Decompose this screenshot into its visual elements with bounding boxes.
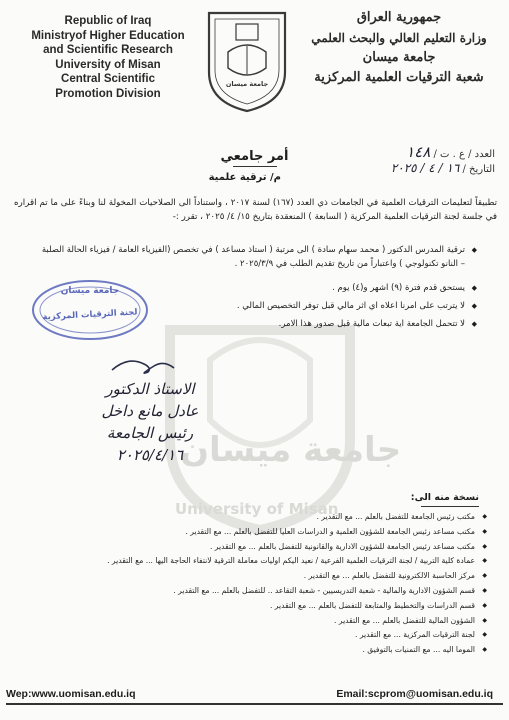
footer-website: Wep:www.uomisan.edu.iq	[6, 688, 136, 700]
copy-recipient: ◆ مكتب رئيس الجامعة للتفضل بالعلم ... مع التقدير .	[57, 510, 487, 525]
title-underline	[233, 166, 277, 167]
copy-recipient: ◆ مكتب مساعد رئيس الجامعة للشؤون العلمية و الدراسات العليا للتفضل بالعلم ... مع التقدير .	[57, 525, 487, 540]
signature-title: الاستاذ الدكتور	[105, 380, 195, 398]
signature-block	[80, 378, 220, 466]
watermark-english: University of Misan	[175, 500, 339, 518]
copy-recipient: ◆ مكتب مساعد رئيس الجامعة للشؤون الادارية والقانونية للتفضل بالعلم ... مع التقدير .	[57, 540, 487, 555]
header-arabic	[299, 8, 499, 88]
header-en-line: Republic of Iraq	[64, 15, 152, 27]
university-emblem	[206, 10, 288, 114]
decision-item: ◆ ترقية المدرس الدكتور ( محمد سهام سادة ) الى مرتبة ( استاذ مساعد ) في تخصص (الفيزياء العامة / فيزياء الحالة الصلبة – النانو تكنولوجي ) واعتباراً من تاريخ تقديم الطلب في ٢٠٢٥/٣/٩ .	[37, 243, 477, 271]
header-ar-line: جامعة ميسان	[362, 50, 436, 65]
signature-position: رئيس الجامعة	[106, 424, 194, 442]
copy-recipient: ◆ الشؤون المالية للتفضل بالعلم ... مع التقدير .	[57, 614, 487, 629]
date-handwritten: ١٦ / ٤ / ٢٠٢٥	[390, 161, 460, 175]
header-en-line: Central Scientific	[61, 73, 155, 85]
copy-recipient: ◆ قسم الشؤون الادارية والمالية - شعبة التدريسيين - شعبة التقاعد .. للتفضل بالعلم ... مع التقدير .	[57, 584, 487, 599]
header-en-line: University of Misan	[55, 58, 161, 71]
header-english	[8, 14, 208, 101]
signature-scribble	[108, 352, 178, 378]
header-en-line: Promotion Division	[55, 87, 161, 100]
watermark-arabic: جامعة ميسان	[180, 430, 402, 470]
signature-date: ٢٠٢٥/٤/١٦	[116, 446, 184, 464]
official-stamp	[30, 278, 150, 342]
copy-recipient: ◆ لجنة الترقيات المركزية ... مع التقدير .	[57, 628, 487, 643]
copy-recipient: ◆ الموما اليه ... مع التمنيات بالتوفيق .	[57, 643, 487, 658]
order-subject: م/ ترقية علمية	[208, 172, 281, 183]
copy-recipient: ◆ عمادة كلية التربية / لجنة الترقيات العلمية الفرعية / نعيد اليكم اوليات معاملة الترقية لانتفاء الحاجة اليها ... مع التقدير .	[57, 554, 487, 569]
order-intro: تطبيقاً لتعليمات الترقيات العلمية في الجامعات ذي العدد (١٦٧) لسنة ٢٠١٧ ، واستناداً الى الصلاحيات المخولة لنا وبناءً على ما تم اقراره في جلسة لجنة الترقيات العلمية المركزية ( السابعة ) المنعقدة بتاريخ ١٥/ ٤/ ٢٠٢٥ ، تقرر :-	[14, 198, 497, 222]
header-ar-line: شعبة الترقيات العلمية المركزية	[314, 70, 484, 85]
header-en-line: and Scientific Research	[43, 44, 173, 56]
stamp-text-bottom: لجنة الترقيات المركزية	[42, 307, 138, 323]
emblem-shield-icon	[206, 10, 288, 114]
signature-name: عادل مانع داخل	[101, 402, 199, 420]
ref-label: العدد / ع . ت /	[433, 149, 495, 160]
order-title: أمر جامعي	[220, 149, 289, 164]
decision-item: ◆ لا يترتب على امرنا اعلاه اي اثر مالي قبل توفر التخصيص المالي .	[37, 299, 477, 313]
emblem-text: جامعة ميسان	[225, 80, 269, 88]
header-en-line: Ministryof Higher Education	[31, 29, 185, 42]
copy-recipient: ◆ مركز الحاسبة الالكترونية للتفضل بالعلم ... مع التقدير .	[57, 569, 487, 584]
copies-title-underline	[421, 506, 479, 507]
header-ar-line: جمهورية العراق	[356, 10, 442, 25]
decision-item: ◆ يستحق قدم فترة (٩) اشهر و(٤) يوم .	[37, 281, 477, 295]
copies-list	[57, 510, 487, 658]
copies-title: نسخة منه الى:	[410, 492, 479, 503]
date-label: التاريخ /	[462, 164, 495, 175]
stamp-text-top: جامعة ميسان	[60, 286, 120, 296]
copy-recipient: ◆ قسم الدراسات والتخطيط والمتابعة للتفضل بالعلم ... مع التقدير .	[57, 599, 487, 614]
ref-number-handwritten: ١٤٨	[406, 143, 431, 161]
header-ar-line: وزارة التعليم العالي والبحث العلمي	[311, 31, 487, 45]
footer-email: Email:scprom@uomisan.edu.iq	[336, 688, 493, 700]
footer-divider	[6, 703, 503, 705]
decision-item: ◆ لا تتحمل الجامعة اية تبعات مالية قبل صدور هذا الامر.	[37, 317, 477, 331]
